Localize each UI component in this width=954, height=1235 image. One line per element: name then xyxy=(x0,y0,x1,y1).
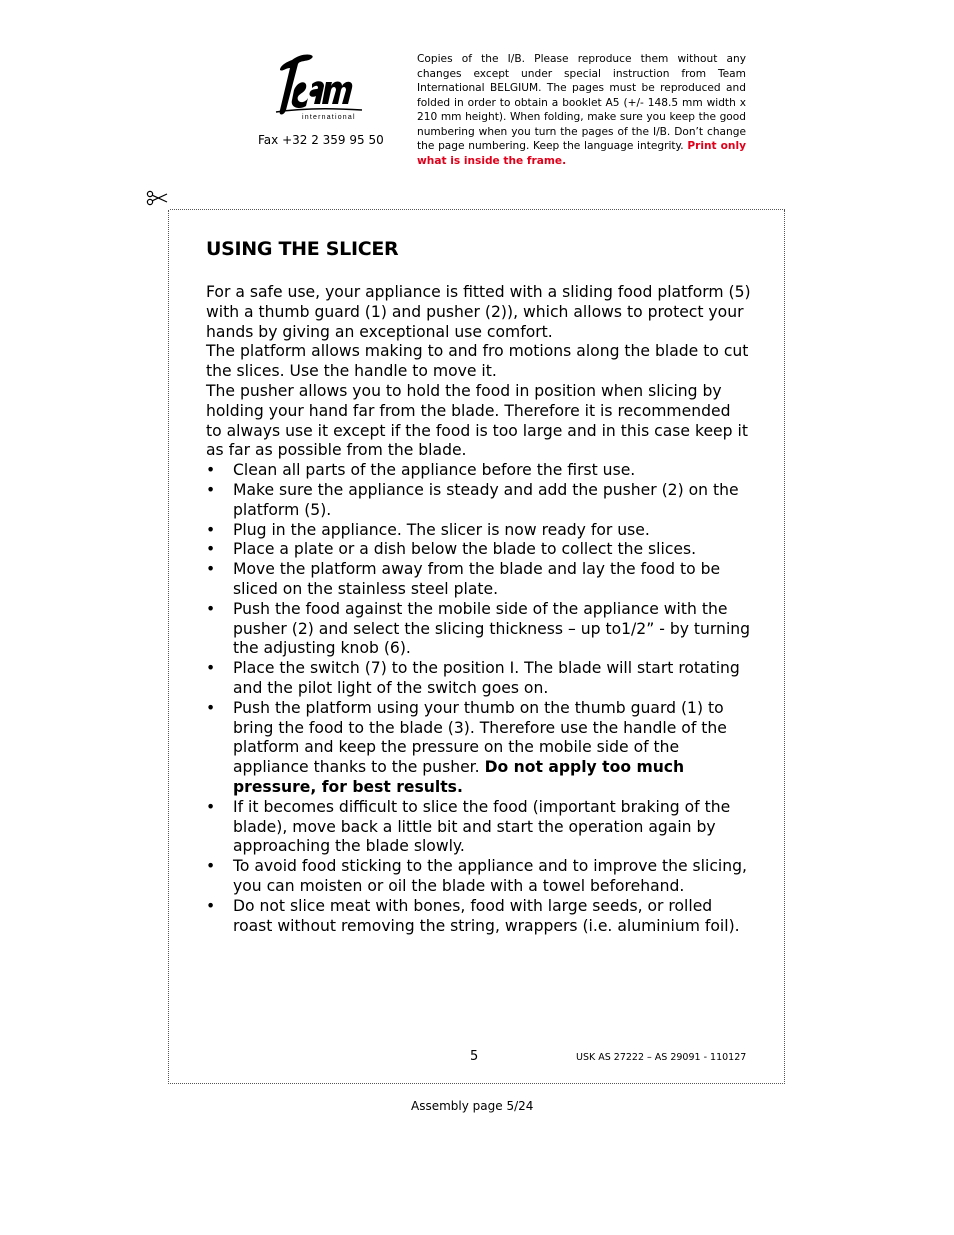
list-item: • Place the switch (7) to the position I. The blade will start rotating and the pilot light of the switch goes on. xyxy=(206,659,751,699)
scissors-icon xyxy=(145,186,169,210)
section-title: USING THE SLICER xyxy=(206,238,399,260)
instruction-list xyxy=(206,461,751,936)
list-item: • Make sure the appliance is steady and add the pusher (2) on the platform (5). xyxy=(206,481,751,521)
list-item: • To avoid food sticking to the appliance and to improve the slicing, you can moisten or oil the blade with a towel beforehand. xyxy=(206,857,751,897)
main-content xyxy=(206,283,751,936)
print-frame-warning: Print only what is inside the frame. xyxy=(417,140,746,167)
paragraph-2: The platform allows making to and fro motions along the blade to cut the slices. Use the handle to move it. xyxy=(206,342,749,381)
list-item xyxy=(206,699,751,798)
list-item: • If it becomes difficult to slice the food (important braking of the blade), move back a little bit and start the operation again by approaching the blade slowly. xyxy=(206,798,751,857)
assembly-page: Assembly page 5/24 xyxy=(411,1099,534,1113)
paragraph-3: The pusher allows you to hold the food in position when slicing by holding your hand far from the blade. Therefore it is recommended to always use it except if the food is too large and in this case keep it as far as possible from the blade. xyxy=(206,381,748,460)
list-item: • Move the platform away from the blade and lay the food to be sliced on the stainless steel plate. xyxy=(206,560,751,600)
paragraph-1: For a safe use, your appliance is fitted with a sliding food platform (5) with a thumb guard (1) and pusher (2)), which allows to protect your hands by giving an exceptional use comfort. xyxy=(206,283,751,341)
instructions-text: Copies of the I/B. Please reproduce them without any changes except under special instruction from Team International BELGIUM. The pages must be reproduced and folded in order to obtain a booklet A5 (+/- 148.5 mm width x 210 mm height). When folding, make sure you keep the good numbering when you turn the pages of the I/B. Don’t change the page numbering. Keep the language integrity. xyxy=(417,53,746,152)
model-number: USK AS 27222 – AS 29091 - 110127 xyxy=(576,1052,747,1063)
team-logo xyxy=(272,50,368,124)
logo-text: international xyxy=(302,114,356,121)
list-item: • Push the food against the mobile side of the appliance with the pusher (2) and select the slicing thickness – up to1/2” - by turning the adjusting knob (6). xyxy=(206,600,751,659)
list-item: • Plug in the appliance. The slicer is now ready for use. xyxy=(206,521,751,541)
list-item: • Clean all parts of the appliance before the first use. xyxy=(206,461,751,481)
fax-number: Fax +32 2 359 95 50 xyxy=(258,133,384,147)
list-item: • Do not slice meat with bones, food with large seeds, or rolled roast without removing the string, wrappers (i.e. aluminium foil). xyxy=(206,897,751,937)
page-number: 5 xyxy=(470,1049,479,1064)
list-item-text: Push the platform using your thumb on the thumb guard (1) to bring the food to the blade (3). Therefore use the handle of the platform and keep the pressure on the mobile side of the appliance thanks to the pusher. xyxy=(233,698,727,777)
list-item: • Place a plate or a dish below the blade to collect the slices. xyxy=(206,540,751,560)
pressure-warning: Do not apply too much pressure, for best results. xyxy=(233,758,685,796)
print-instructions xyxy=(417,52,746,168)
